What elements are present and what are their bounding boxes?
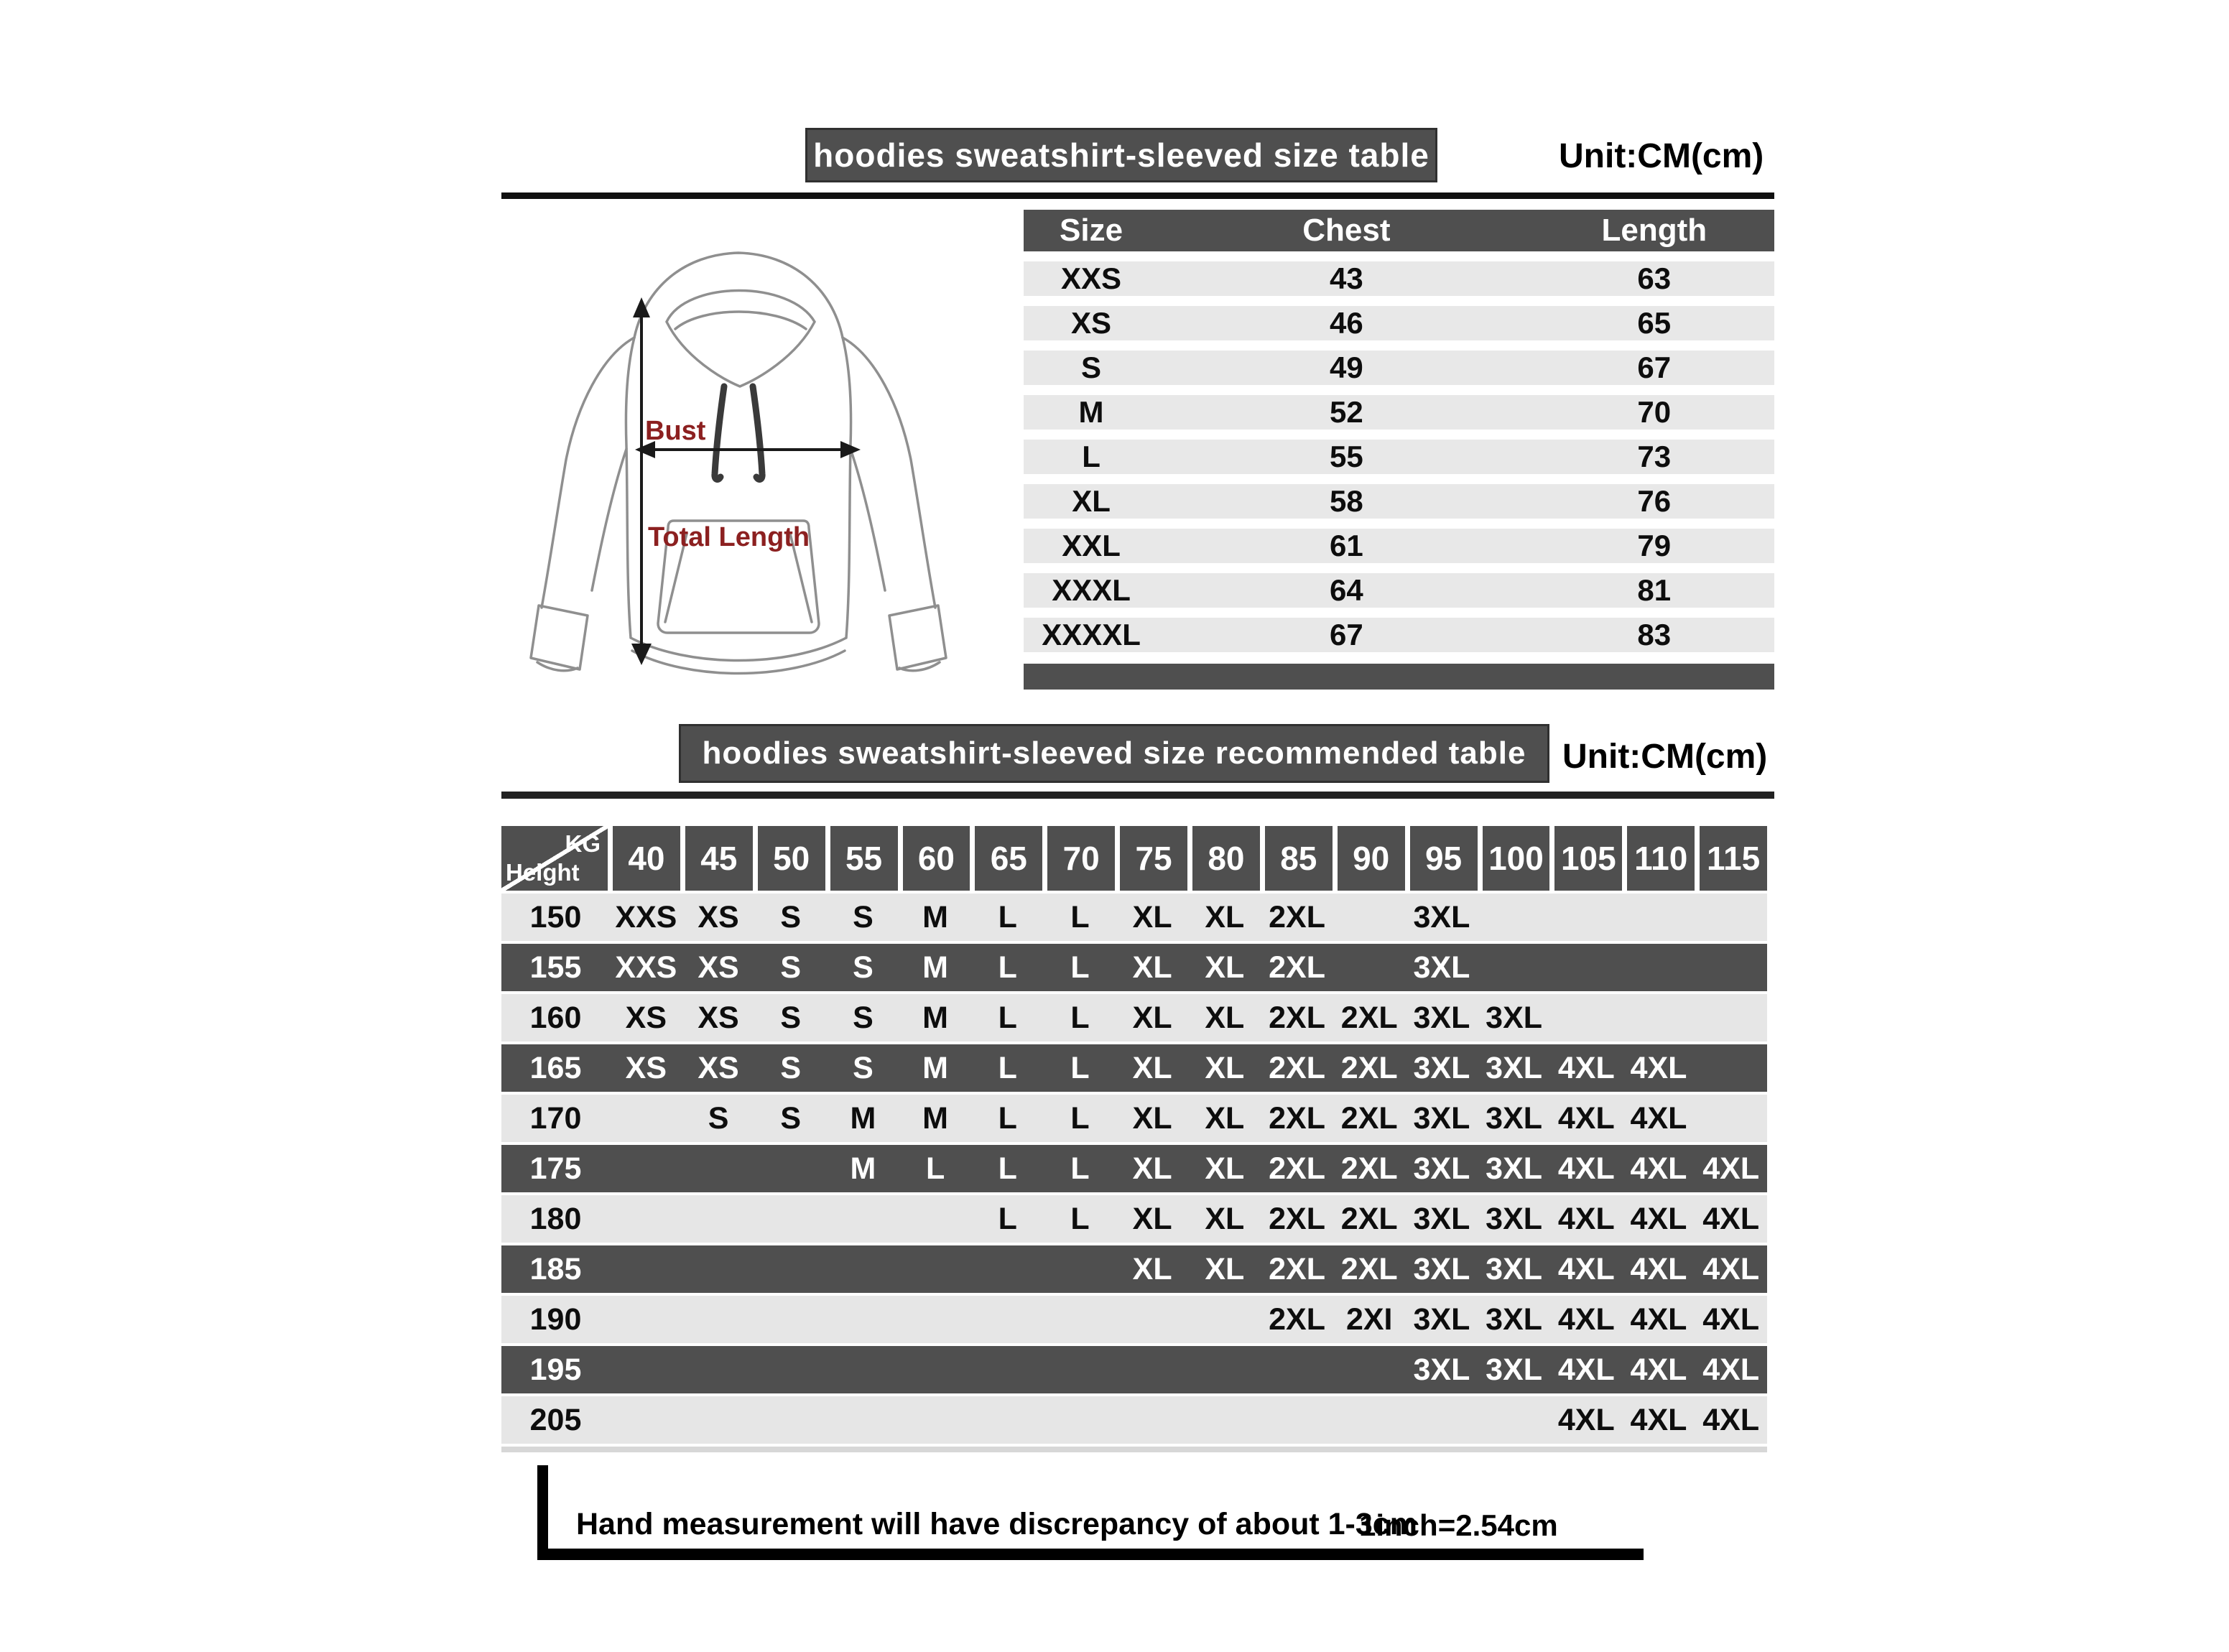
hoodie-right-sleeve [843,338,935,608]
size-table-cell: L [1082,440,1100,473]
reco-table-title-text: hoodies sweatshirt-sleeved size recommended table [702,735,1526,771]
hoodie-left-cuff [531,605,588,671]
size-cell: L [1070,950,1090,985]
size-table-row [1024,351,1774,385]
weight-header-cell: 40 [613,826,680,891]
size-cell: M [922,1000,948,1035]
kg-height-corner-cell [501,826,608,891]
size-cell: M [850,1100,876,1136]
size-cell: 3XL [1413,1301,1470,1337]
height-cell: 185 [529,1251,582,1286]
size-cell: M [922,1050,948,1085]
size-cell: XL [1132,1201,1172,1236]
reco-table [501,826,1767,1452]
size-cell: S [780,1100,802,1136]
size-table-title [805,128,1437,182]
size-cell: 3XL [1486,1201,1543,1236]
size-cell: XL [1205,1151,1245,1186]
size-cell: 3XL [1413,899,1470,934]
size-cell: L [998,1000,1017,1035]
size-cell: 4XL [1702,1402,1760,1437]
weight-header-cell: 95 [1410,826,1478,891]
size-cell: L [998,1050,1017,1085]
height-cell: 180 [529,1201,582,1236]
height-label: Height [506,859,580,886]
size-cell: 2XL [1269,1100,1325,1136]
hoodie-drawstring-left [715,386,724,479]
size-cell: XS [698,1000,739,1035]
size-table-cell: XXXL [1052,573,1131,607]
weight-header-cell: 70 [1047,826,1115,891]
size-cell: 4XL [1630,1201,1687,1236]
height-cell: 175 [529,1151,582,1186]
size-table-cell: 58 [1329,484,1363,518]
size-cell: XS [698,1050,739,1085]
size-table-cell: XXXXL [1042,618,1141,651]
size-cell: XL [1132,1151,1172,1186]
height-cell: 195 [529,1352,582,1387]
size-cell: 3XL [1486,1050,1543,1085]
hoodie-diagram [494,237,983,697]
inch-conversion-note: 1inch=2.54cm [1359,1508,1558,1542]
measurement-note: Hand measurement will have discrepancy of about 1-3cm [576,1507,1417,1541]
size-cell: XL [1132,899,1172,934]
reco-table-row [501,994,1767,1041]
reco-table-bottom-strip [501,1447,1767,1452]
size-cell: 4XL [1630,1050,1687,1085]
size-table-unit: Unit:CM(cm) [1559,137,1764,175]
size-cell: 3XL [1413,1251,1470,1286]
size-table-cell: 55 [1329,440,1363,473]
size-table-row [1024,573,1774,608]
size-cell: M [922,899,948,934]
size-table-cell: XXL [1062,529,1121,562]
size-table-row [1024,618,1774,652]
size-table-cell: 64 [1329,573,1363,607]
size-cell: 3XL [1413,1151,1470,1186]
divider-middle [501,792,1774,799]
size-cell: XS [625,1000,667,1035]
size-table-cell: 83 [1637,618,1672,651]
size-cell: L [998,1151,1017,1186]
size-cell: 4XL [1557,1402,1615,1437]
size-cell: 4XL [1557,1352,1615,1387]
size-cell: XL [1205,1050,1245,1085]
size-cell: 4XL [1557,1151,1615,1186]
reco-table-title [679,724,1549,783]
weight-header-cell: 75 [1120,826,1187,891]
size-cell: 4XL [1630,1402,1687,1437]
weight-header-cell: 45 [685,826,753,891]
size-cell: S [853,1050,873,1085]
hoodie-hood [634,253,843,386]
size-table-row [1024,395,1774,430]
weight-header-cell: 115 [1700,826,1767,891]
size-cell: 2XL [1340,1100,1398,1136]
size-cell: 2XL [1269,1201,1325,1236]
reco-table-row [501,1396,1767,1444]
reco-table-row [501,1145,1767,1192]
size-column-header: Size [1060,213,1123,248]
size-cell: 4XL [1557,1100,1615,1136]
size-cell: 4XL [1557,1301,1615,1337]
size-cell: XL [1132,950,1172,985]
size-table-body [1024,261,1774,652]
reco-table-row [501,1245,1767,1293]
size-cell: 3XL [1486,1100,1543,1136]
size-cell: 2XL [1340,1251,1398,1286]
size-cell: S [853,1000,873,1035]
size-table-cell: 43 [1329,261,1363,295]
size-table-row [1024,529,1774,563]
size-table-cell: 70 [1637,395,1672,429]
size-cell: 4XL [1557,1201,1615,1236]
reco-table-body [501,894,1767,1444]
size-table-cell: 52 [1329,395,1363,429]
bust-label: Bust [645,416,706,446]
size-table-cell: XS [1071,306,1112,340]
size-cell: L [925,1151,945,1186]
size-cell: XXS [615,950,677,985]
size-cell: S [780,950,802,985]
size-cell: XS [698,899,739,934]
size-cell: L [998,1201,1017,1236]
size-cell: L [1070,1000,1090,1035]
size-cell: XS [625,1050,667,1085]
weight-header-cell: 60 [903,826,970,891]
size-cell: 3XL [1413,1201,1470,1236]
size-cell: 4XL [1557,1251,1615,1286]
reco-table-row [501,1346,1767,1393]
size-table-row [1024,484,1774,519]
size-cell: XL [1132,1251,1172,1286]
size-cell: 3XL [1413,1352,1470,1387]
hoodie-right-cuff [889,605,946,671]
size-table-bottom-bar [1024,664,1774,690]
size-cell: 4XL [1702,1201,1760,1236]
size-cell: 2XI [1345,1301,1393,1337]
size-cell: XL [1132,1050,1172,1085]
size-cell: XL [1132,1100,1172,1136]
size-cell: XL [1205,950,1245,985]
size-cell: 2XL [1269,1151,1325,1186]
size-cell: 4XL [1702,1251,1760,1286]
size-cell: 4XL [1702,1301,1760,1337]
length-arrow-top-head [633,297,650,317]
size-table-cell: S [1081,351,1102,384]
size-table-cell: 76 [1637,484,1672,518]
hoodie-body [626,338,851,674]
kg-label: KG [565,830,601,857]
size-table-row [1024,261,1774,296]
size-cell: 2XL [1269,950,1325,985]
weight-header-cell: 50 [758,826,825,891]
reco-table-row [501,1044,1767,1092]
size-cell: XL [1132,1000,1172,1035]
size-cell: 2XL [1340,1151,1398,1186]
size-cell: L [1070,1201,1090,1236]
size-cell: L [1070,899,1090,934]
size-cell: 2XL [1269,1251,1325,1286]
size-cell: 4XL [1630,1100,1687,1136]
size-cell: 2XL [1340,1000,1398,1035]
size-table-cell: 81 [1637,573,1672,607]
reco-table-header [501,826,1767,891]
size-cell: L [998,1100,1017,1136]
size-cell: L [998,899,1017,934]
size-cell: 3XL [1413,1000,1470,1035]
size-cell: 3XL [1486,1151,1543,1186]
size-cell: XL [1205,1100,1245,1136]
size-cell: 3XL [1413,950,1470,985]
weight-header-cell: 55 [830,826,898,891]
size-cell: L [1070,1050,1090,1085]
size-cell: XL [1205,1201,1245,1236]
size-cell: S [708,1100,729,1136]
size-cell: 4XL [1630,1301,1687,1337]
size-cell: 4XL [1702,1352,1760,1387]
size-cell: S [780,899,802,934]
size-cell: XS [698,950,739,985]
size-cell: 2XL [1269,899,1325,934]
reco-table-row [501,1095,1767,1142]
size-cell: 2XL [1340,1050,1398,1085]
size-table-cell: 67 [1329,618,1363,651]
length-column-header: Length [1601,213,1707,248]
size-table-cell: 73 [1637,440,1672,473]
size-table-row [1024,440,1774,474]
size-cell: 3XL [1486,1000,1543,1035]
size-cell: S [780,1050,802,1085]
length-arrow-bottom-head [631,644,652,665]
height-cell: 190 [529,1301,582,1337]
size-cell: 2XL [1340,1201,1398,1236]
height-cell: 170 [529,1100,582,1136]
hoodie-drawstring-right [753,386,762,479]
size-cell: 3XL [1413,1050,1470,1085]
size-cell: 4XL [1702,1151,1760,1186]
size-cell: 3XL [1486,1352,1543,1387]
size-table-cell: XXS [1061,261,1122,295]
size-table-header [1024,210,1774,251]
reco-table-unit: Unit:CM(cm) [1562,738,1768,776]
size-table [1024,210,1774,690]
size-table-cell: 79 [1637,529,1672,562]
weight-header-cell: 65 [975,826,1042,891]
divider-top [501,192,1774,199]
size-cell: S [853,899,873,934]
weight-header-cell: 80 [1192,826,1260,891]
size-table-cell: 61 [1329,529,1363,562]
footer-underline [537,1549,1644,1560]
height-cell: 160 [529,1000,582,1035]
hoodie-left-sleeve [542,338,634,608]
size-table-title-text: hoodies sweatshirt-sleeved size table [813,136,1429,174]
size-cell: M [850,1151,876,1186]
size-table-cell: M [1078,395,1104,429]
weight-header-cell: 105 [1554,826,1622,891]
size-cell: M [922,950,948,985]
size-cell: S [780,1000,802,1035]
reco-table-row [501,1195,1767,1243]
height-cell: 165 [529,1050,582,1085]
size-cell: 2XL [1269,1050,1325,1085]
weight-header-cell: 90 [1338,826,1405,891]
size-table-row [1024,306,1774,340]
weight-header-cell: 85 [1265,826,1333,891]
size-table-cell: 46 [1329,306,1363,340]
size-cell: 2XL [1269,1000,1325,1035]
size-cell: 4XL [1557,1050,1615,1085]
reco-table-row [501,894,1767,941]
total-length-label: Total Length [648,522,810,552]
footer-accent-bar [537,1465,548,1560]
height-cell: 150 [529,899,582,934]
size-table-cell: XL [1072,484,1111,518]
size-cell: L [1070,1100,1090,1136]
size-table-cell: 67 [1637,351,1672,384]
size-cell: 4XL [1630,1151,1687,1186]
reco-table-row [501,1296,1767,1343]
chest-column-header: Chest [1302,213,1391,248]
size-cell: XL [1205,899,1245,934]
weight-header-cell: 110 [1627,826,1695,891]
size-cell: 2XL [1269,1301,1325,1337]
size-table-cell: 49 [1329,351,1363,384]
weight-header-cell: 100 [1483,826,1550,891]
size-cell: L [998,950,1017,985]
hoodie-diagram-svg [494,237,983,697]
height-cell: 155 [529,950,582,985]
reco-table-row [501,944,1767,991]
size-cell: XXS [615,899,677,934]
size-cell: 3XL [1413,1100,1470,1136]
size-cell: S [853,950,873,985]
size-cell: L [1070,1151,1090,1186]
size-cell: XL [1205,1000,1245,1035]
size-cell: 3XL [1486,1301,1543,1337]
size-cell: 3XL [1486,1251,1543,1286]
size-cell: M [922,1100,948,1136]
size-cell: 4XL [1630,1251,1687,1286]
height-cell: 205 [529,1402,582,1437]
size-cell: XL [1205,1251,1245,1286]
size-table-cell: 63 [1637,261,1672,295]
size-table-cell: 65 [1637,306,1672,340]
size-cell: 4XL [1630,1352,1687,1387]
